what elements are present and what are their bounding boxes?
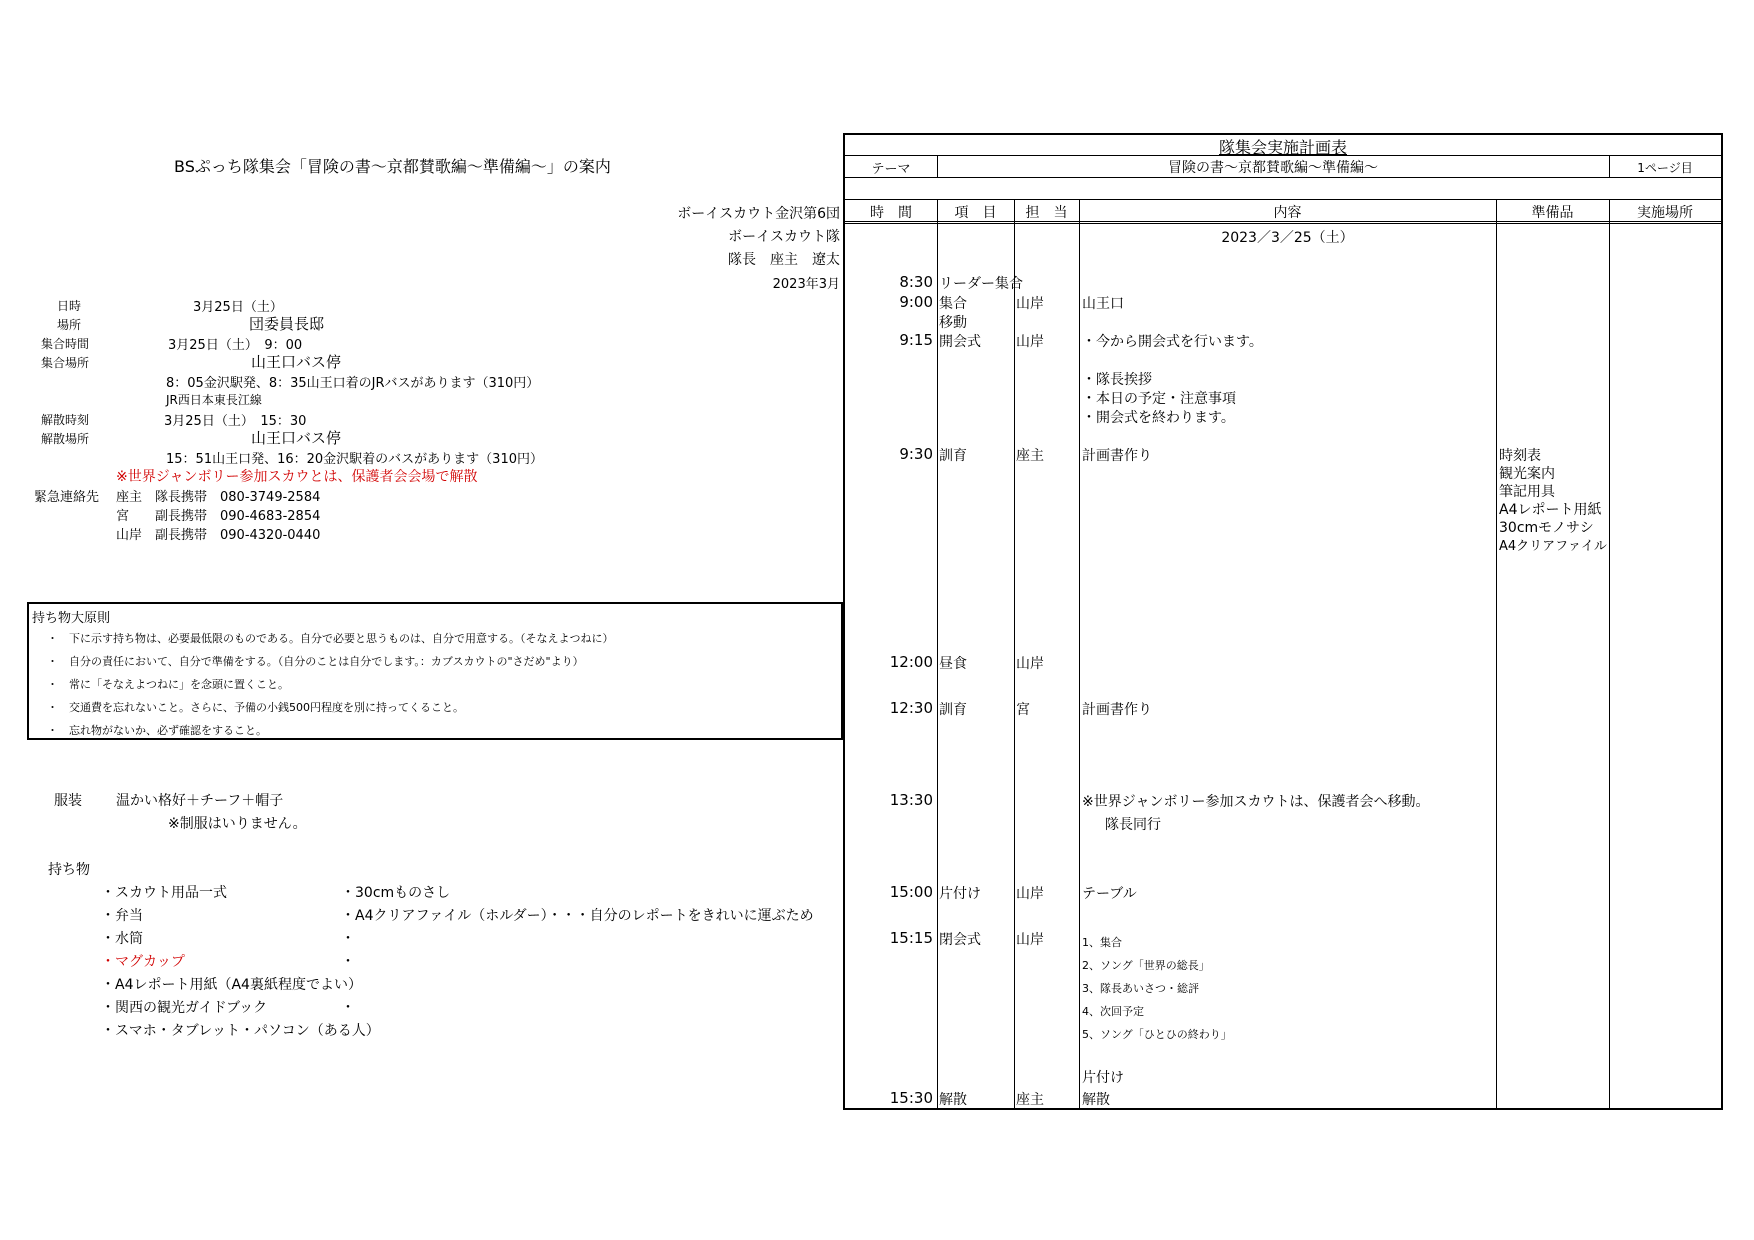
clothing-note: ※制服はいりません。 — [168, 816, 307, 832]
end-time-label: 解散時刻 — [41, 413, 90, 427]
row-time: 15:00 — [889, 883, 933, 901]
row-item: 移動 — [939, 315, 967, 331]
row-content: ・今から開会式を行います。 — [1082, 334, 1263, 350]
rule-item: ・ 常に「そなえよつねに」を念頭に置くこと。 — [47, 678, 289, 691]
end-time-value: 3月25日（土） 15：30 — [164, 414, 307, 429]
row-content: 計画書作り — [1082, 702, 1152, 718]
row-content: 山王口 — [1082, 296, 1124, 312]
item: ・弁当 — [101, 908, 143, 924]
meet-time-label: 集合時間 — [41, 337, 90, 351]
header-person: 担 当 — [1025, 205, 1068, 221]
row-content: ・隊長挨拶 — [1082, 372, 1152, 388]
row-person: 山岸 — [1016, 334, 1044, 350]
plan-table — [843, 133, 1723, 1110]
meet-place-label: 集合場所 — [41, 356, 90, 370]
row-item: リーダー集合 — [939, 276, 1023, 292]
date-value: 3月25日（土） — [193, 300, 283, 315]
contact-line: 宮 副長携帯 090-4683-2854 — [116, 509, 321, 524]
header-supplies: 準備品 — [1531, 205, 1574, 221]
row-time: 15:15 — [889, 929, 933, 947]
item: ・A4クリアファイル（ホルダー）・・・自分のレポートをきれいに運ぶため — [341, 908, 814, 924]
rule-item: ・ 自分の責任において、自分で準備をする。（自分のことは自分でします。：カブスカウトの"さだめ"より） — [47, 655, 584, 668]
header-content: 内容 — [1273, 205, 1302, 221]
jamboree-note: ※世界ジャンボリー参加スカウとは、保護者会会場で解散 — [116, 469, 478, 485]
org-line: 2023年3月 — [772, 277, 840, 292]
contact-line: 座主 隊長携帯 080-3749-2584 — [116, 490, 321, 505]
row-item: 解散 — [939, 1092, 967, 1108]
item: ・ — [341, 954, 355, 970]
row-item: 開会式 — [939, 334, 981, 350]
row-time: 12:30 — [889, 699, 933, 717]
end-place-label: 解散場所 — [41, 432, 90, 446]
row-item: 集合 — [939, 296, 967, 312]
rules-title: 持ち物大原則 — [32, 611, 111, 626]
row-item: 閉会式 — [939, 932, 981, 948]
row-item: 片付け — [939, 886, 981, 902]
row-content: ・開会式を終わります。 — [1082, 410, 1235, 426]
place-label: 場所 — [57, 318, 82, 332]
row-time: 15:30 — [889, 1089, 933, 1107]
row-time: 12:00 — [889, 653, 933, 671]
item: ・A4レポート用紙（A4裏紙程度でよい） — [101, 977, 362, 993]
row-person: 山岸 — [1016, 932, 1044, 948]
end-note: 15：51山王口発、16：20金沢駅着のバスがあります（310円） — [166, 452, 543, 467]
place-value: 団委員長邸 — [249, 315, 325, 333]
row-content: 4、次回予定 — [1082, 1005, 1144, 1018]
row-content: 隊長同行 — [1105, 817, 1161, 833]
supply-item: A4レポート用紙 — [1499, 502, 1602, 518]
supply-item: 30cmモノサシ — [1499, 520, 1594, 536]
row-content: 5、ソング「ひとひの終わり」 — [1082, 1028, 1232, 1041]
row-time: 9:15 — [899, 331, 933, 349]
meet-place-value: 山王口バス停 — [251, 353, 342, 371]
row-item: 訓育 — [939, 448, 967, 464]
supply-item: 時刻表 — [1499, 448, 1541, 464]
page-title: BSぷっち隊集会「冒険の書～京都賛歌編～準備編～」の案内 — [174, 157, 611, 176]
rule-item: ・ 忘れ物がないか、必ず確認をすること。 — [47, 724, 267, 737]
item: ・スカウト用品一式 — [101, 885, 227, 901]
row-content: ・本日の予定・注意事項 — [1082, 391, 1236, 407]
item: ・水筒 — [101, 931, 143, 947]
row-time: 9:00 — [899, 293, 933, 311]
supply-item: 観光案内 — [1499, 466, 1555, 482]
rules-box — [27, 602, 843, 740]
row-content: テーブル — [1082, 886, 1137, 902]
row-content: ※世界ジャンボリー参加スカウトは、保護者会へ移動。 — [1082, 794, 1430, 810]
item: ・スマホ・タブレット・パソコン（ある人） — [101, 1023, 380, 1039]
theme-value: 冒険の書～京都賛歌編～準備編～ — [1168, 160, 1378, 176]
emergency-label: 緊急連絡先 — [34, 490, 100, 505]
plan-title: 隊集会実施計画表 — [1218, 138, 1347, 157]
header-time: 時 間 — [870, 205, 912, 221]
theme-label: テーマ — [871, 162, 911, 177]
row-person: 山岸 — [1016, 886, 1044, 902]
row-person: 宮 — [1016, 702, 1030, 718]
row-time: 9:30 — [899, 445, 933, 463]
row-content: 解散 — [1082, 1092, 1110, 1108]
row-content: 2、ソング「世界の総長」 — [1082, 959, 1210, 972]
end-place-value: 山王口バス停 — [251, 429, 342, 447]
items-label: 持ち物 — [48, 862, 90, 878]
meet-note: 8：05金沢駅発、8：35山王口着のJRバスがあります（310円） — [166, 376, 540, 391]
date-label: 日時 — [57, 299, 82, 313]
supply-item: A4クリアファイル — [1499, 539, 1607, 554]
org-line: 隊長 座主 遼太 — [728, 252, 840, 268]
page-label: 1ページ目 — [1637, 161, 1693, 175]
row-item: 訓育 — [939, 702, 967, 718]
item: ・ — [341, 1000, 355, 1016]
clothing-label: 服装 — [54, 793, 82, 809]
org-line: ボーイスカウト隊 — [728, 229, 840, 245]
row-time: 8:30 — [899, 273, 933, 291]
meet-note: JR西日本東長江線 — [166, 393, 262, 407]
header-location: 実施場所 — [1637, 205, 1693, 221]
plan-date: 2023／3／25（土） — [1221, 230, 1354, 246]
row-content: 計画書作り — [1082, 448, 1152, 464]
row-time: 13:30 — [889, 791, 933, 809]
contact-line: 山岸 副長携帯 090-4320-0440 — [116, 528, 321, 543]
supply-item: 筆記用具 — [1499, 484, 1555, 500]
row-item: 昼食 — [939, 656, 967, 672]
rule-item: ・ 下に示す持ち物は、必要最低限のものである。自分で必要と思うものは、自分で用意する。（そなえよつねに） — [47, 632, 614, 645]
org-line: ボーイスカウト金沢第6団 — [677, 206, 840, 222]
row-person: 山岸 — [1016, 296, 1044, 312]
row-content: 1、集合 — [1082, 936, 1122, 949]
item: ・ — [341, 931, 355, 947]
row-content: 3、隊長あいさつ・総評 — [1082, 982, 1199, 995]
item: ・30cmものさし — [341, 885, 451, 901]
rule-item: ・ 交通費を忘れないこと。さらに、予備の小銭500円程度を別に持ってくること。 — [47, 701, 464, 714]
row-person: 座主 — [1016, 448, 1044, 464]
row-person: 座主 — [1016, 1092, 1044, 1108]
clothing-value: 温かい格好＋チーフ＋帽子 — [116, 793, 284, 809]
row-person: 山岸 — [1016, 656, 1044, 672]
row-content: 片付け — [1082, 1070, 1124, 1086]
header-item: 項 目 — [954, 205, 997, 221]
meet-time-value: 3月25日（土） 9：00 — [168, 338, 303, 353]
item: ・マグカップ — [101, 954, 185, 970]
item: ・関西の観光ガイドブック — [101, 1000, 268, 1016]
